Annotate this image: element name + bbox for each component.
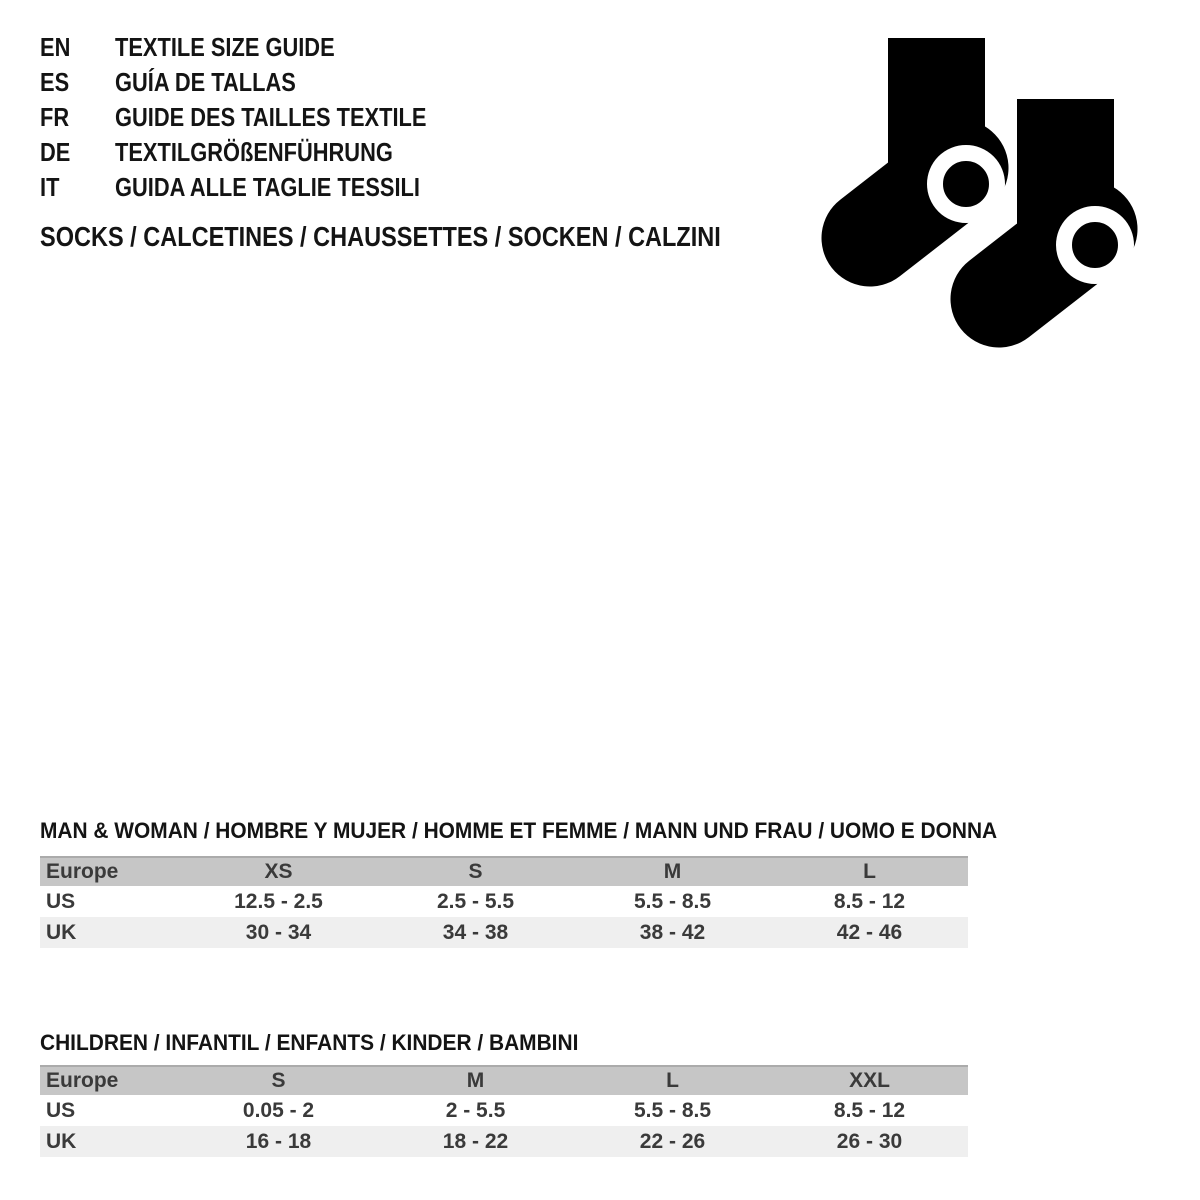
size-value: 18 - 22 — [442, 1129, 509, 1153]
table-row-us — [40, 1095, 968, 1126]
table-title-man-woman — [40, 816, 1048, 846]
language-code: FR — [40, 102, 70, 132]
language-label: TEXTILGRÖßENFÜHRUNG — [115, 137, 393, 167]
table-row-uk — [40, 1126, 968, 1157]
column-header-m: M — [663, 860, 682, 883]
size-table-children — [40, 1065, 968, 1157]
language-label: GUIDA ALLE TAGLIE TESSILI — [115, 172, 420, 202]
size-value: 16 - 18 — [245, 1129, 312, 1153]
column-header-l: L — [666, 1069, 679, 1092]
size-value: 22 - 26 — [639, 1129, 706, 1153]
size-value: 12.5 - 2.5 — [234, 889, 323, 913]
column-header-xxl: XXL — [849, 1069, 890, 1092]
size-value: 34 - 38 — [442, 920, 509, 944]
size-table-man-woman — [40, 856, 968, 948]
size-value: 2 - 5.5 — [445, 1098, 506, 1122]
size-value: 8.5 - 12 — [833, 889, 906, 913]
category-title-text: SOCKS / CALCETINES / CHAUSSETTES / SOCKEN / CALZINI — [40, 221, 721, 252]
language-row-en — [40, 30, 486, 65]
sock-left-shape — [870, 38, 997, 238]
column-header-s: S — [271, 1069, 286, 1092]
column-header-region: Europe — [46, 860, 119, 883]
row-label: US — [46, 889, 76, 913]
size-value: 30 - 34 — [245, 920, 312, 944]
table-title-text: MAN & WOMAN / HOMBRE Y MUJER / HOMME ET FEMME / MANN UND FRAU / UOMO E DONNA — [40, 818, 998, 843]
column-header-region: Europe — [46, 1069, 119, 1092]
language-label: GUIDE DES TAILLES TEXTILE — [115, 102, 427, 132]
language-list — [40, 30, 486, 205]
size-value: 8.5 - 12 — [833, 1098, 906, 1122]
table-row-us — [40, 886, 968, 917]
language-code: EN — [40, 32, 71, 62]
size-value: 26 - 30 — [836, 1129, 903, 1153]
row-label: UK — [46, 1129, 77, 1153]
size-value: 5.5 - 8.5 — [633, 889, 712, 913]
socks-icon — [780, 20, 1140, 360]
size-value: 5.5 - 8.5 — [633, 1098, 712, 1122]
table-header-row — [40, 1065, 968, 1095]
language-label: GUÍA DE TALLAS — [115, 67, 296, 97]
row-label: UK — [46, 920, 77, 944]
size-value: 2.5 - 5.5 — [436, 889, 515, 913]
language-label: TEXTILE SIZE GUIDE — [115, 32, 335, 62]
column-header-s: S — [468, 860, 483, 883]
language-row-de — [40, 135, 486, 170]
size-value: 0.05 - 2 — [242, 1098, 315, 1122]
table-title-text: CHILDREN / INFANTIL / ENFANTS / KINDER / BAMBINI — [40, 1030, 579, 1055]
table-row-uk — [40, 917, 968, 948]
language-code: DE — [40, 137, 71, 167]
table-title-children — [40, 1028, 607, 1058]
language-code: IT — [40, 172, 60, 202]
row-label: US — [46, 1098, 76, 1122]
size-value: 42 - 46 — [836, 920, 903, 944]
column-header-l: L — [863, 860, 876, 883]
category-title — [40, 219, 851, 255]
language-row-es — [40, 65, 486, 100]
size-value: 38 - 42 — [639, 920, 706, 944]
column-header-xs: XS — [264, 860, 293, 883]
language-row-it — [40, 170, 486, 205]
language-code: ES — [40, 67, 70, 97]
language-row-fr — [40, 100, 486, 135]
column-header-m: M — [466, 1069, 485, 1092]
sock-right-shape — [999, 99, 1126, 299]
table-header-row — [40, 856, 968, 886]
